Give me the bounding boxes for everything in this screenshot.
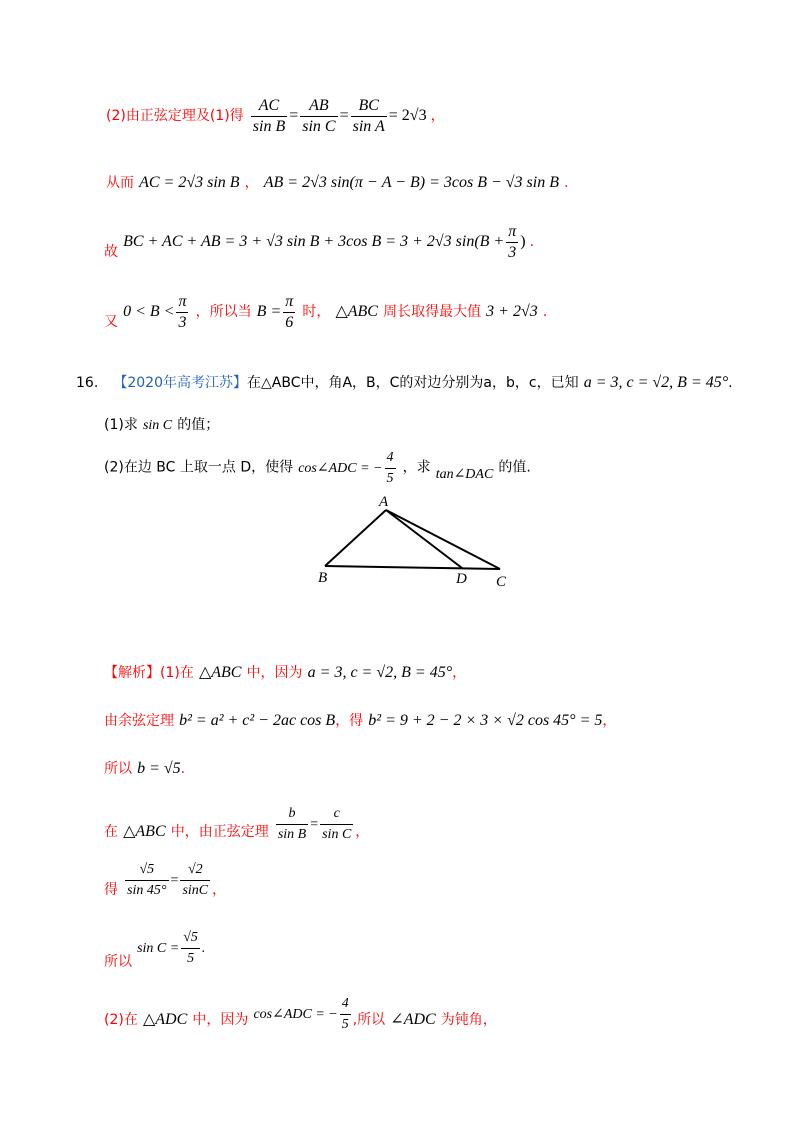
solution-line-3: 所以 b = √5. [104,760,186,777]
label-c: C [496,574,507,590]
solution-line-1: 【解析】(1)在 △ABC 中，因为 a = 3, c = √2, B = 45°， [104,664,467,681]
solution-line-max: 又 0 < B < $\frac{\pi}{3}$ ，所以当 B = $\frac{\pi}{6}$ 时， △ABC 周长取得最大值 3 + 2√3 . [104,293,548,331]
solution-line-6: 所以 sin C = $\frac{√5}{5}$ . [104,930,206,970]
segment-ad [386,510,462,568]
math-ratio: $\frac{AC}{\text{sin B}}$ = $\frac{AB}{\text{sin C}}$ = $\frac{BC}{\text{sin A}}$ = 2√3 [252,97,427,135]
question-16-part2: (2)在边 BC 上取一点 D，使得 cos∠ADC = − $\frac{4}{5}$ ，求 tan∠DAC 的值. [104,450,531,486]
solution-line-4: 在 △ABC 中，由正弦定理 $\frac{b}{\text{sin B}}$ = $\frac{c}{\text{sin C}}$ ， [104,806,370,842]
side-ac [386,510,500,569]
solution-line-perimeter: 故 BC + AC + AB = 3 + √3 sin B + 3cos B = 3 + 2√3 sin(B + $\frac{\pi}{3}$ ) . [104,223,535,261]
side-bc [325,566,500,569]
question-source: 【2020年高考江苏】 [113,375,247,391]
analysis-tag: 【解析】 [104,665,160,681]
solution-line-2: 由余弦定理 b² = a² + c² − 2ac cos B，得 b² = 9 + 2 − 2 × 3 × √2 cos 45° = 5， [104,712,617,729]
question-16-part1: (1)求 sin C 的值； [104,417,220,433]
math-perimeter: BC + AC + AB = 3 + √3 sin B + 3cos B = 3 + 2√3 sin(B + $\frac{\pi}{3}$ ) [123,223,526,261]
solution-line-5: 得 $\frac{√5}{\sin 45^\circ}$ = $\frac{√2}{\sin C}$ ， [104,862,227,898]
text: (2)由正弦定理及(1)得 [106,108,244,125]
question-number: 16. [76,375,99,391]
solution-line-7: (2)在 △ADC 中，因为 cos∠ADC = − $\frac{4}{5}$ ,所以 ∠ADC 为钝角， [104,996,497,1032]
solution-line-ac-ab: 从而 AC = 2√3 sin B ， AB = 2√3 sin(π − A − B) = 3cos B − √3 sin B . [106,174,569,191]
math-ac: AC = 2√3 sin B [139,174,240,191]
math-ab: AB = 2√3 sin(π − A − B) = 3cos B − √3 sin B [263,174,559,191]
question-16-stem: 16. 【2020年高考江苏】在△ABC中，角A，B，C的对边分别为a，b，c，已知 a = 3, c = √2, B = 45°. [76,374,733,391]
label-d: D [456,571,467,587]
side-ab [325,510,386,566]
label-a: A [379,494,389,510]
solution-line-law-of-sines: (2)由正弦定理及(1)得 $\frac{AC}{\text{sin B}}$ = $\frac{AB}{\text{sin C}}$ = $\frac{BC}{\text{sin A}}$ = 2√3 ， [106,97,445,135]
label-b: B [318,570,328,586]
